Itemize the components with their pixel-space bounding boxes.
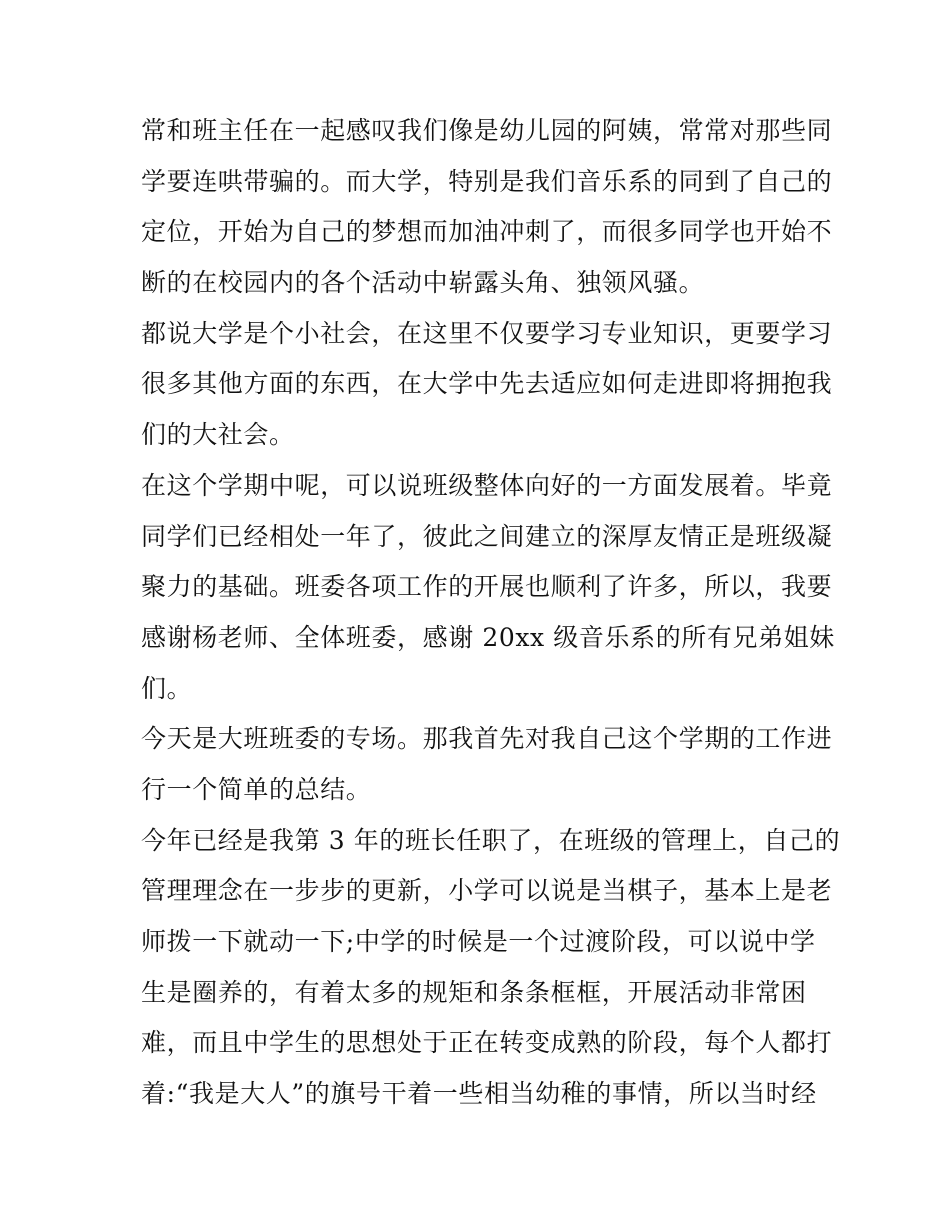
text-line: 今天是大班班委的专场。那我首先对我自己这个学期的工作进 <box>141 724 833 754</box>
text-line: 管理理念在一步步的更新，小学可以说是当棋子，基本上是老 <box>141 876 833 906</box>
text-line: 难，而且中学生的思想处于正在转变成熟的阶段，每个人都打 <box>141 1028 833 1058</box>
text-line: 感谢杨老师、全体班委，感谢 20xx 级音乐系的所有兄弟姐妹 <box>141 622 835 652</box>
text-line: 学要连哄带骗的。而大学，特别是我们音乐系的同到了自己的 <box>141 166 833 196</box>
text-line: 断的在校园内的各个活动中崭露头角、独领风骚。 <box>141 268 705 298</box>
text-line: 师拨一下就动一下;中学的时候是一个过渡阶段，可以说中学 <box>141 927 816 956</box>
text-line: 今年已经是我第 3 年的班长任职了，在班级的管理上，自己的 <box>141 825 841 855</box>
text-line: 行一个简单的总结。 <box>141 774 372 804</box>
text-line: 聚力的基础。班委各项工作的开展也顺利了许多，所以，我要 <box>141 572 833 602</box>
text-line: 们。 <box>141 673 193 703</box>
document-body <box>141 106 841 1120</box>
text-line: 都说大学是个小社会，在这里不仅要学习专业知识，更要学习 <box>141 318 833 348</box>
text-line: 在这个学期中呢，可以说班级整体向好的一方面发展着。毕竟 <box>141 470 833 500</box>
text-line: 常和班主任在一起感叹我们像是幼儿园的阿姨，常常对那些同 <box>141 116 833 145</box>
text-line: 同学们已经相处一年了，彼此之间建立的深厚友情正是班级凝 <box>141 521 833 551</box>
text-line: 生是圈养的，有着太多的规矩和条条框框，开展活动非常困 <box>141 977 807 1007</box>
text-line: 着:“我是大人”的旗号干着一些相当幼稚的事情，所以当时经 <box>141 1079 817 1109</box>
text-line: 们的大社会。 <box>141 420 295 450</box>
text-line: 很多其他方面的东西，在大学中先去适应如何走进即将拥抱我 <box>141 369 833 399</box>
text-line: 定位，开始为自己的梦想而加油冲刺了，而很多同学也开始不 <box>141 217 833 247</box>
